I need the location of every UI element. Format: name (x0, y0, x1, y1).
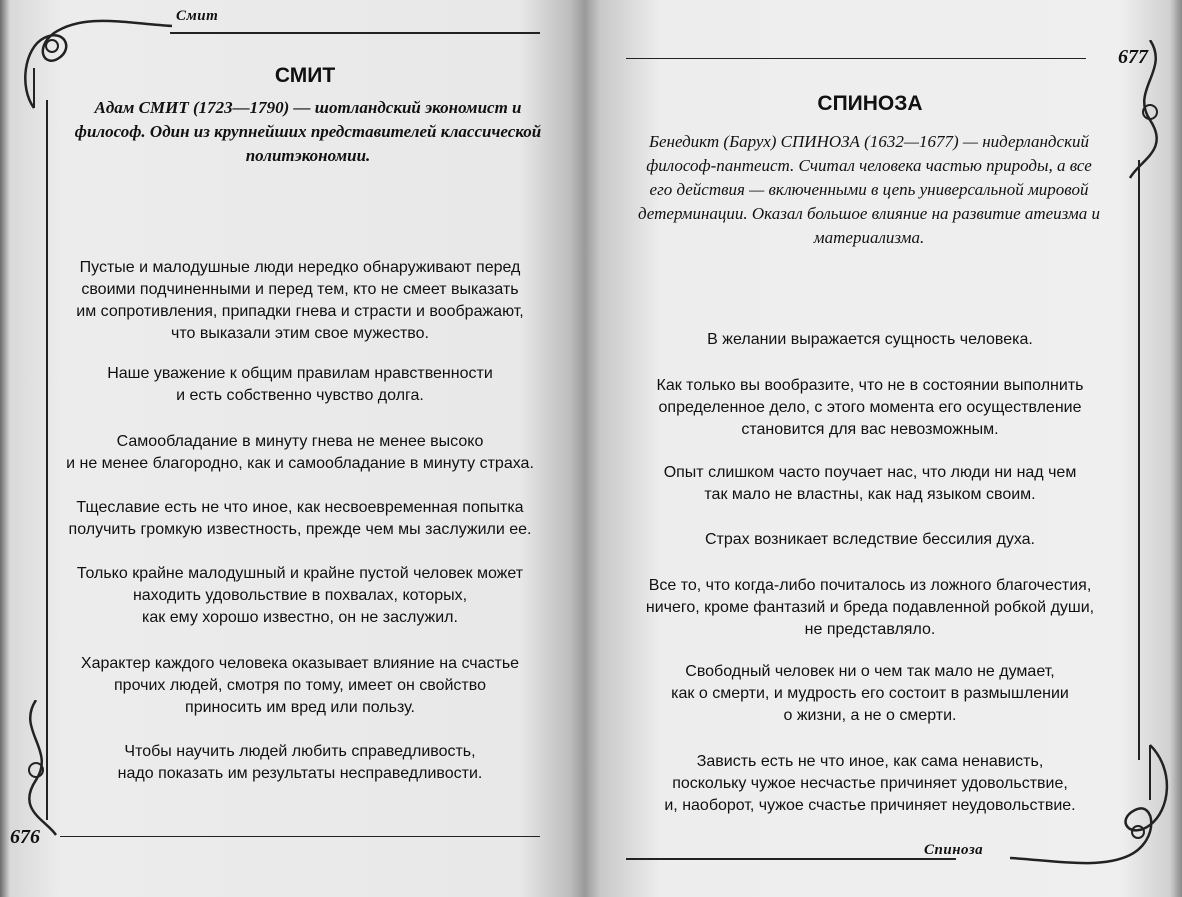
right-page (590, 0, 1182, 897)
footer-rule (60, 836, 540, 837)
running-header: Спиноза (924, 842, 984, 858)
header-rule (170, 32, 540, 34)
quote: Только крайне малодушный и крайне пустой человек может находить удовольствие в похвалах, которых, как ему хорошо известно, он не заслужил. (76, 565, 524, 626)
page-title: СМИТ (274, 64, 336, 87)
quote: Страх возникает вследствие бессилия духа. (704, 531, 1035, 548)
footer-rule (626, 858, 956, 860)
quote: Наше уважение к общим правилам нравственности и есть собственно чувство долга. (107, 365, 493, 404)
quote: Все то, что когда-либо почиталось из ложного благочестия, ничего, кроме фантазий и бреда подавленной робкой души, не представляло. (645, 577, 1095, 638)
quote: Характер каждого человека оказывает влияние на счастье прочих людей, смотря по тому, имеет он свойство приносить им вред или пользу. (80, 655, 520, 716)
quote: Зависть есть не что иное, как сама ненависть, поскольку чужое несчастье причиняет удовольствие, и, наоборот, чужое счастье причиняет неудовольствие. (664, 753, 1076, 814)
running-header: Смит (176, 8, 219, 24)
quote: Тщеславие есть не что иное, как несвоевременная попытка получить громкую известность, прежде чем мы заслужили ее. (68, 499, 532, 538)
quote: Как только вы вообразите, что не в состоянии выполнить определенное дело, с этого момента его осуществление становится для вас невозможным. (656, 377, 1084, 438)
quote: Самообладание в минуту гнева не менее высоко и не менее благородно, как и самообладание в минуту страха. (66, 433, 534, 472)
quote: Чтобы научить людей любить справедливость, надо показать им результаты несправедливости. (117, 743, 483, 782)
page-title: СПИНОЗА (817, 92, 923, 115)
author-intro: Бенедикт (Барух) СПИНОЗА (1632—1677) — нидерландский философ-пантеист. Считал человека частью природы, а все его действия — включенными в цепь универсальной мировой детерминации. Оказал большое влияние на развитие атеизма и материализма. (638, 132, 1100, 247)
header-rule (626, 58, 1086, 59)
author-intro: Адам СМИТ (1723—1790) — шотландский экономист и философ. Один из крупнейших представителей классической политэкономии. (74, 98, 542, 165)
page-number: 676 (10, 826, 40, 848)
quote: В желании выражается сущность человека. (707, 331, 1033, 348)
left-page (0, 0, 580, 897)
quote: Пустые и малодушные люди нередко обнаруживают перед своими подчиненными и перед тем, кто не смеет выказать им сопротивления, припадки гнева и страсти и воображают, что выказали этим свое мужество. (76, 259, 524, 342)
quote: Свободный человек ни о чем так мало не думает, как о смерти, и мудрость его состоит в размышлении о жизни, а не о смерти. (671, 663, 1069, 724)
quote: Опыт слишком часто поучает нас, что люди ни над чем так мало не властны, как над языком своим. (663, 464, 1077, 503)
page-number: 677 (1118, 46, 1148, 68)
